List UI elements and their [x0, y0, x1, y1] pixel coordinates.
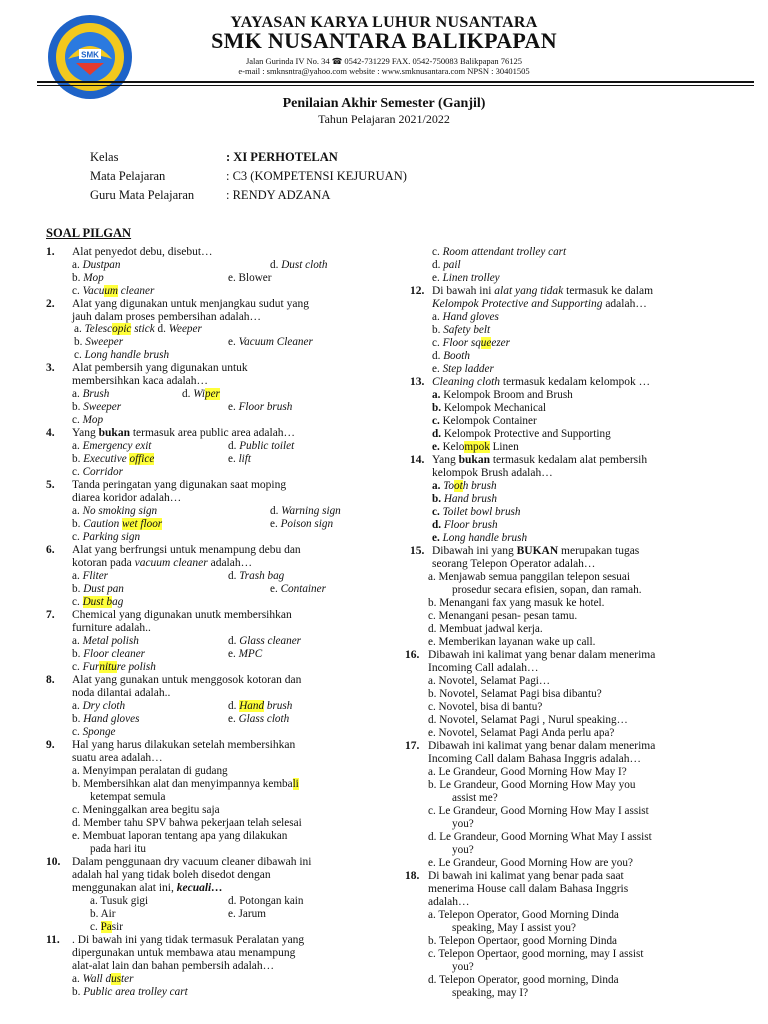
class-value: : XI PERHOTELAN — [226, 150, 338, 164]
answer-option: a. No smoking sign — [72, 505, 158, 517]
answer-option: you? — [452, 961, 474, 973]
answer-option: b. Mop — [72, 272, 104, 284]
answer-option: c. Kelompok Container — [432, 415, 537, 427]
answer-option: d. Wiper — [182, 388, 220, 400]
answer-option: b. Public area trolley cart — [72, 986, 188, 998]
teacher-value: : RENDY ADZANA — [226, 188, 331, 202]
question-text: Di bawah ini alat yang tidak termasuk ke dalam — [432, 285, 654, 297]
answer-option: you? — [452, 844, 474, 856]
answer-option: b. Caution wet floor — [72, 518, 163, 530]
exam-title: Penilaian Akhir Semester (Ganjil) — [282, 96, 486, 111]
question-text: menggunakan alat ini, kecuali… — [72, 882, 223, 894]
answer-option: c. Pasir — [90, 921, 123, 933]
question-text: noda dilantai adalah.. — [72, 687, 171, 699]
answer-option: c. Room attendant trolley cart — [432, 246, 567, 258]
question-text: Incoming Call adalah… — [428, 662, 539, 674]
answer-option: d. Trash bag — [228, 570, 285, 582]
question-text: suatu area adalah… — [72, 752, 163, 764]
question-text: Alat yang gunakan untuk menggosok kotoran dan — [72, 674, 302, 686]
answer-option: b. Hand brush — [432, 493, 497, 505]
question-text: . Di bawah ini yang tidak termasuk Peralatan yang — [72, 934, 305, 946]
question-number: 3. — [46, 362, 55, 374]
answer-option: e. Long handle brush — [432, 532, 528, 544]
answer-option: d. Glass cleaner — [228, 635, 302, 647]
answer-option: c. Long handle brush — [74, 349, 170, 361]
answer-option: a. Novotel, Selamat Pagi… — [428, 675, 551, 687]
answer-option: e. Membuat laporan tentang apa yang dilakukan — [72, 830, 288, 842]
answer-option: e. Blower — [228, 272, 272, 284]
answer-option: c. Floor squeezer — [432, 337, 510, 349]
answer-option: e. Poison sign — [270, 518, 334, 530]
question-text: alat-alat lain dan bahan pembersih adalah… — [72, 960, 275, 972]
answer-option: c. Toilet bowl brush — [432, 506, 521, 518]
answer-option: d. Kelompok Protective and Supporting — [432, 428, 611, 440]
teacher-label: Guru Mata Pelajaran — [90, 188, 195, 202]
answer-option: d. Public toilet — [228, 440, 295, 452]
svg-text:SMK: SMK — [81, 50, 99, 60]
answer-option: e. Memberikan layanan wake up call. — [428, 636, 596, 648]
answer-option: a. Dustpan — [72, 259, 121, 271]
answer-option: e. MPC — [228, 648, 263, 660]
answer-option: d. Floor brush — [432, 519, 498, 531]
answer-option: d. Potongan kain — [228, 895, 304, 907]
answer-option: c. Menangani pesan- pesan tamu. — [428, 610, 578, 622]
answer-option: d. Le Grandeur, Good Morning What May I assist — [428, 831, 652, 843]
answer-option: a. Le Grandeur, Good Morning How May I? — [428, 766, 627, 778]
answer-option: a. Telepon Operator, Good Morning Dinda — [428, 909, 619, 921]
answer-option: d. Dust cloth — [270, 259, 328, 271]
answer-option: b. Hand gloves — [72, 713, 140, 725]
answer-option: a. Brush — [72, 388, 110, 400]
question-text: Dibawah ini kalimat yang benar dalam menerima — [428, 740, 656, 752]
answer-option: b. Novotel, Selamat Pagi bisa dibantu? — [428, 688, 602, 700]
answer-option: c. Novotel, bisa di bantu? — [428, 701, 543, 713]
answer-option: b. Executive office — [72, 453, 155, 465]
answer-option: b. Telepon Opertaor, good Morning Dinda — [428, 935, 618, 947]
answer-option: d. pail — [432, 259, 461, 271]
answer-option: b. Sweeper — [72, 401, 122, 413]
answer-option: c. Meninggalkan area begitu saja — [72, 804, 220, 816]
question-number: 17. — [405, 740, 420, 752]
answer-option: speaking, May I assist you? — [452, 922, 576, 934]
school-contact: e-mail : smknsntra@yahoo.com website : www.smknusantara.com NPSN : 30401505 — [238, 66, 530, 76]
answer-option: b. Air — [90, 908, 116, 920]
question-text: adalah hal yang tidak boleh disedot dengan — [72, 869, 271, 881]
question-text: Yang bukan termasuk kedalam alat pembersih — [432, 454, 648, 466]
answer-option: c. Dust bag — [72, 596, 124, 608]
question-text: menerima House call dalam Bahasa Inggris — [428, 883, 629, 895]
question-number: 1. — [46, 246, 55, 258]
question-text: Di bawah ini kalimat yang benar pada saat — [428, 870, 624, 882]
question-number: 14. — [410, 454, 425, 466]
answer-option: a. Emergency exit — [72, 440, 152, 452]
answer-option: ketempat semula — [90, 791, 166, 803]
answer-option: e. Jarum — [228, 908, 266, 920]
answer-option: e. Linen trolley — [432, 272, 500, 284]
header-rule-thick — [37, 81, 754, 83]
question-number: 6. — [46, 544, 55, 556]
question-number: 15. — [410, 545, 425, 557]
answer-option: c. Furniture polish — [72, 661, 156, 673]
question-text: Alat pembersih yang digunakan untuk — [72, 362, 248, 374]
school-address: Jalan Gurinda IV No. 34 ☎ 0542-731229 FAX. 0542-750083 Balikpapan 76125 — [245, 56, 523, 66]
question-text: Dibawah ini yang BUKAN merupakan tugas — [432, 545, 640, 557]
class-label: Kelas — [90, 150, 119, 164]
subject-label: Mata Pelajaran — [90, 169, 166, 183]
answer-option: e. Le Grandeur, Good Morning How are you? — [428, 857, 633, 869]
answer-option: a. Metal polish — [72, 635, 139, 647]
question-text: Yang bukan termasuk area public area adalah… — [72, 427, 296, 439]
question-number: 7. — [46, 609, 55, 621]
question-number: 2. — [46, 298, 55, 310]
answer-option: a. Tooth brush — [432, 480, 497, 492]
question-number: 4. — [46, 427, 55, 439]
question-text: membersihkan kaca adalah… — [72, 375, 209, 387]
answer-option: a. Dry cloth — [72, 700, 126, 712]
question-text: Dibawah ini kalimat yang benar dalam menerima — [428, 649, 656, 661]
answer-option: b. Sweeper — [74, 336, 124, 348]
question-text: Tanda peringatan yang digunakan saat moping — [72, 479, 287, 491]
question-text: dipergunakan untuk membawa atau menampung — [72, 947, 296, 959]
question-text: Alat yang digunakan untuk menjangkau sudut yang — [72, 298, 309, 310]
answer-option: e. Kelompok Linen — [432, 441, 519, 453]
answer-option: d. Warning sign — [270, 505, 341, 517]
question-number: 11. — [46, 934, 60, 946]
question-number: 5. — [46, 479, 55, 491]
answer-option: b. Menangani fax yang masuk ke hotel. — [428, 597, 605, 609]
answer-option: assist me? — [452, 792, 498, 804]
answer-option: b. Le Grandeur, Good Morning How May you — [428, 779, 636, 791]
subject-value: : C3 (KOMPETENSI KEJURUAN) — [226, 169, 407, 183]
question-text: jauh dalam proses pembersihan adalah… — [72, 311, 262, 323]
answer-option: d. Membuat jadwal kerja. — [428, 623, 543, 635]
question-number: 18. — [405, 870, 420, 882]
question-text: kelompok Brush adalah… — [432, 467, 553, 479]
answer-option: b. Safety belt — [432, 324, 491, 336]
answer-option: c. Sponge — [72, 726, 116, 738]
answer-option: pada hari itu — [90, 843, 146, 855]
school-name: SMK NUSANTARA BALIKPAPAN — [211, 28, 557, 53]
question-text: Chemical yang digunakan unutk membersihkan — [72, 609, 292, 621]
question-text: Kelompok Protective and Supporting adalah… — [432, 298, 647, 310]
answer-option: e. Floor brush — [228, 401, 293, 413]
question-number: 16. — [405, 649, 420, 661]
answer-option: d. Telepon Operator, good morning, Dinda — [428, 974, 619, 986]
question-number: 12. — [410, 285, 425, 297]
answer-option: d. Novotel, Selamat Pagi , Nurul speaking… — [428, 714, 628, 726]
question-number: 9. — [46, 739, 55, 751]
question-text: Cleaning cloth termasuk kedalam kelompok … — [432, 376, 651, 388]
answer-option: speaking, may I? — [452, 987, 529, 999]
question-number: 13. — [410, 376, 425, 388]
question-text: Alat yang berfrungsi untuk menampung debu dan — [72, 544, 301, 556]
answer-option: e. Container — [270, 583, 326, 595]
answer-option: a. Wall duster — [72, 973, 134, 985]
header-rule-thin — [37, 85, 754, 86]
question-text: diarea koridor adalah… — [72, 492, 182, 504]
answer-option: e. lift — [228, 453, 251, 465]
answer-option: c. Mop — [72, 414, 104, 426]
answer-option: b. Kelompok Mechanical — [432, 402, 547, 414]
question-number: 8. — [46, 674, 55, 686]
answer-option: c. Vacuum cleaner — [72, 285, 155, 297]
answer-option: a. Kelompok Broom and Brush — [432, 389, 573, 401]
foundation-name: YAYASAN KARYA LUHUR NUSANTARA — [230, 14, 538, 31]
question-number: 10. — [46, 856, 61, 868]
answer-option: d. Hand brush — [228, 700, 293, 712]
answer-option: b. Membersihkan alat dan menyimpannya kembali — [72, 778, 299, 790]
answer-option: c. Corridor — [72, 466, 123, 478]
answer-option: c. Telepon Opertaor, good morning, may I assist — [428, 948, 644, 960]
answer-option: d. Booth — [432, 350, 470, 362]
answer-option: e. Glass cloth — [228, 713, 290, 725]
answer-option: a. Hand gloves — [432, 311, 499, 323]
answer-option: a. Tusuk gigi — [90, 895, 149, 907]
exam-year: Tahun Pelajaran 2021/2022 — [318, 112, 450, 126]
question-text: Hal yang harus dilakukan setelah membersihkan — [72, 739, 296, 751]
question-text: adalah… — [428, 896, 470, 908]
answer-option: you? — [452, 818, 474, 830]
answer-option: c. Le Grandeur, Good Morning How May I assist — [428, 805, 649, 817]
answer-option: b. Dust pan — [72, 583, 124, 595]
question-text: Dalam penggunaan dry vacuum cleaner dibawah ini — [72, 856, 312, 868]
section-heading: SOAL PILGAN — [46, 226, 132, 240]
answer-option: a. Menyimpan peralatan di gudang — [72, 765, 228, 777]
answer-option: e. Step ladder — [432, 363, 494, 375]
question-text: seorang Telepon Operator adalah… — [432, 558, 596, 570]
answer-option: prosedur secara efisien, sopan, dan ramah. — [452, 584, 642, 596]
answer-option: c. Parking sign — [72, 531, 141, 543]
question-text: Incoming Call dalam Bahasa Inggris adalah… — [428, 753, 642, 765]
answer-option: a. Fliter — [72, 570, 109, 582]
question-text: Alat penyedot debu, disebut… — [72, 246, 213, 258]
answer-option: b. Floor cleaner — [72, 648, 146, 660]
answer-option: a. Telescopic stick d. Weeper — [74, 323, 202, 335]
answer-option: e. Vacuum Cleaner — [228, 336, 313, 348]
answer-option: a. Menjawab semua panggilan telepon sesuai — [428, 571, 630, 583]
question-text: kotoran pada vacuum cleaner adalah… — [72, 557, 253, 569]
answer-option: e. Novotel, Selamat Pagi Anda perlu apa? — [428, 727, 615, 739]
question-text: furniture adalah.. — [72, 622, 151, 634]
answer-option: d. Member tahu SPV bahwa pekerjaan telah selesai — [72, 817, 302, 829]
